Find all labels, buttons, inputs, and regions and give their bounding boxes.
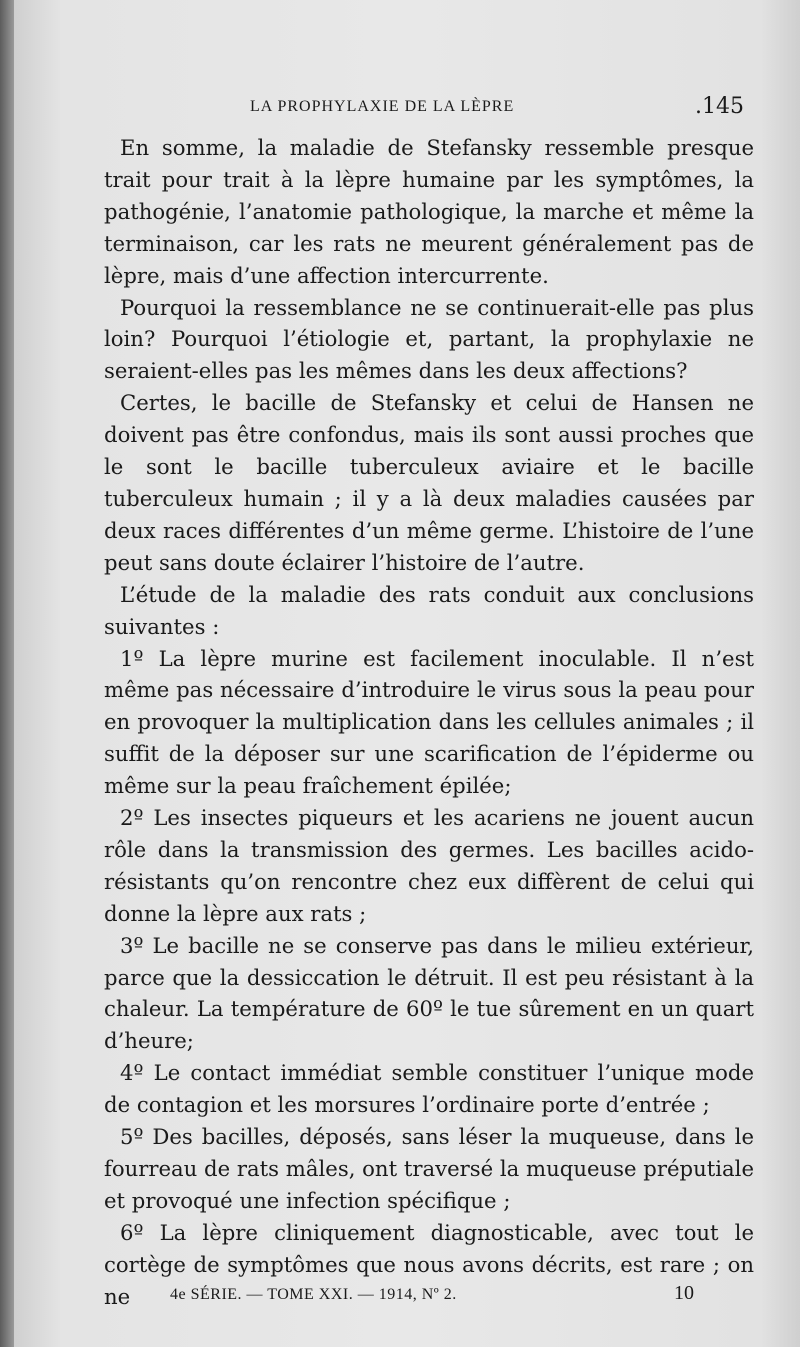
conclusion-4: 4º Le contact immédiat semble constituer l’unique mode de contagion et les morsures l’ordinaire porte d’entrée ; xyxy=(104,1060,754,1118)
page-edge-shadow xyxy=(0,0,14,1347)
conclusion-5: 5º Des bacilles, déposés, sans léser la muqueuse, dans le fourreau de rats mâles, ont traversé la muqueuse préputiale et provoqué une infection spécifique ; xyxy=(104,1124,754,1213)
body-text xyxy=(104,132,754,1313)
paragraph-3: Certes, le bacille de Stefansky et celui de Hansen ne doivent pas être confondus, mais ils sont aussi proches que le sont le bacille tuberculeux aviaire et le bacille tuberculeux humain ; il y a là deux maladies causées par deux races différentes d’un même germe. L’histoire de l’une peut sans doute éclairer l’histoire de l’autre. xyxy=(104,390,754,575)
page-number: .145 xyxy=(695,94,744,119)
page-footer xyxy=(104,1282,754,1314)
conclusion-6: 6º La lèpre cliniquement diagnosticable, avec tout le cortège de symptômes que nous avons décrits, est rare ; on ne xyxy=(104,1219,754,1309)
conclusion-3: 3º Le bacille ne se conserve pas dans le milieu extérieur, parce que la dessiccation le détruit. Il est peu résistant à la chaleur. La température de 60º le tue sûrement en un quart d’heure; xyxy=(104,932,754,1054)
running-title: LA PROPHYLAXIE DE LA LÈPRE xyxy=(250,98,515,115)
paragraph-2: Pourquoi la ressemblance ne se continuerait-elle pas plus loin? Pourquoi l’étiologie et, partant, la prophylaxie ne seraient-elles pas les mêmes dans les deux affections? xyxy=(104,294,754,384)
series-line: 4e SÉRIE. — TOME XXI. — 1914, Nº 2. xyxy=(170,1286,457,1303)
conclusion-2: 2º Les insectes piqueurs et les acariens ne jouent aucun rôle dans la transmission des germes. Les bacilles acido-résistants qu’on rencontre chez eux diffèrent de celui qui donne la lèpre aux rats ; xyxy=(104,805,754,926)
running-header xyxy=(90,94,750,128)
paragraph-1: En somme, la maladie de Stefansky ressemble presque trait pour trait à la lèpre humaine par les symptômes, la pathogénie, l’anatomie pathologique, la marche et même la terminaison, car les rats ne meurent généralement pas de lèpre, mais d’une affection intercurrente. xyxy=(104,135,754,288)
paragraph-4: L’étude de la maladie des rats conduit aux conclusions suivantes : xyxy=(104,581,754,639)
signature-number: 10 xyxy=(674,1282,694,1304)
conclusion-1: 1º La lèpre murine est facilement inoculable. Il n’est même pas nécessaire d’introduire le virus sous la peau pour en provoquer la multiplication dans les cellules animales ; il suffit de la déposer sur une scarification de l’épiderme ou même sur la peau fraîchement épilée; xyxy=(104,645,754,799)
